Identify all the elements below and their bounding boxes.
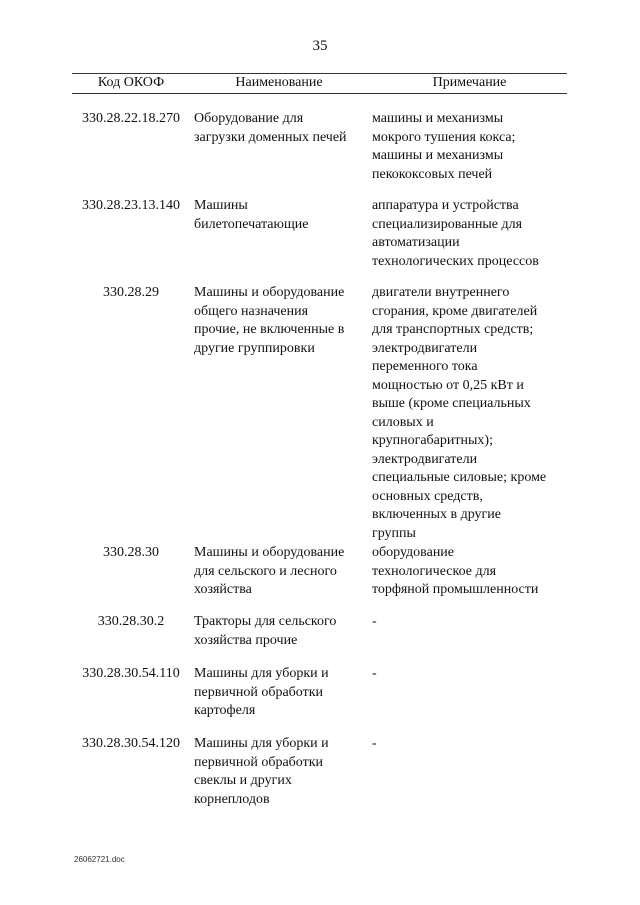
name-cell: [194, 613, 364, 650]
note-line: включенных в другие: [372, 507, 501, 522]
note-line: переменного тока: [372, 359, 478, 374]
note-line: торфяной промышленности: [372, 582, 539, 597]
name-cell: [194, 197, 364, 234]
name-cell: [194, 544, 364, 600]
page-number: 35: [312, 38, 328, 54]
note-line: технологическое для: [372, 563, 497, 579]
code-cell: 330.28.30: [103, 545, 159, 560]
name-cell: [194, 665, 364, 721]
name-line: другие группировки: [194, 340, 315, 356]
footer-filename: 26062721.doc: [74, 855, 125, 864]
note-line: силовых и: [372, 414, 434, 430]
note-line: крупногабаритных);: [372, 433, 493, 448]
note-line: аппаратура и устройства: [372, 198, 519, 213]
note-line: технологических процессов: [372, 253, 539, 269]
note-line: специализированные для: [372, 216, 523, 232]
note-line: -: [372, 614, 377, 629]
name-line: Тракторы для сельского: [194, 614, 337, 629]
name-line: Машины для уборки и: [194, 666, 329, 681]
note-cell: [372, 613, 572, 632]
name-line: общего назначения: [194, 303, 309, 319]
name-line: билетопечатающие: [194, 216, 309, 232]
name-line: картофеля: [194, 703, 256, 718]
name-line: загрузки доменных печей: [194, 129, 347, 145]
note-line: выше (кроме специальных: [372, 396, 531, 411]
name-line: Оборудование для: [194, 111, 304, 126]
note-line: двигатели внутреннего: [372, 285, 510, 300]
note-line: машины и механизмы: [372, 111, 504, 126]
note-line: мощностью от 0,25 кВт и: [372, 377, 524, 393]
header-code: Код ОКОФ: [97, 75, 165, 90]
note-line: электродвигатели: [372, 340, 478, 356]
code-cell: 330.28.30.54.110: [82, 666, 180, 681]
note-line: -: [372, 736, 377, 751]
name-cell: [194, 284, 364, 358]
note-line: пекококсовых печей: [372, 166, 493, 182]
note-line: группы: [372, 525, 416, 541]
note-line: для транспортных средств;: [372, 322, 534, 337]
name-line: для сельского и лесного: [194, 563, 337, 579]
table-header-rule: [72, 93, 567, 94]
header-name: Наименование: [235, 75, 323, 90]
note-cell: [372, 735, 572, 754]
note-line: мокрого тушения кокса;: [372, 129, 516, 145]
note-cell: [372, 110, 572, 184]
name-line: хозяйства: [194, 582, 252, 597]
note-line: машины и механизмы: [372, 148, 504, 163]
note-cell: [372, 544, 572, 600]
code-cell: 330.28.29: [103, 285, 159, 300]
name-line: хозяйства прочие: [194, 632, 298, 648]
note-line: электродвигатели: [372, 451, 478, 467]
name-cell: [194, 735, 364, 809]
header-note: Примечание: [432, 75, 507, 90]
name-line: Машины и оборудование: [194, 285, 345, 300]
name-line: первичной обработки: [194, 684, 324, 700]
name-line: Машины для уборки и: [194, 736, 329, 751]
code-cell: 330.28.30.54.120: [82, 736, 180, 751]
note-line: автоматизации: [372, 235, 460, 250]
table-top-rule: [72, 73, 567, 74]
note-line: специальные силовые; кроме: [372, 470, 547, 485]
name-cell: [194, 110, 364, 147]
name-line: прочие, не включенные в: [194, 322, 345, 337]
code-cell: 330.28.22.18.270: [82, 111, 180, 126]
name-line: свеклы и других: [194, 773, 292, 788]
code-cell: 330.28.30.2: [97, 614, 165, 629]
note-line: сгорания, кроме двигателей: [372, 303, 538, 319]
note-cell: [372, 284, 572, 543]
name-line: корнеплодов: [194, 791, 270, 807]
note-line: оборудование: [372, 545, 455, 560]
name-line: Машины и оборудование: [194, 545, 345, 560]
note-cell: [372, 665, 572, 684]
note-line: -: [372, 666, 377, 681]
code-cell: 330.28.23.13.140: [82, 198, 180, 213]
name-line: Машины: [194, 198, 248, 213]
name-line: первичной обработки: [194, 754, 324, 770]
note-cell: [372, 197, 572, 271]
note-line: основных средств,: [372, 488, 483, 504]
